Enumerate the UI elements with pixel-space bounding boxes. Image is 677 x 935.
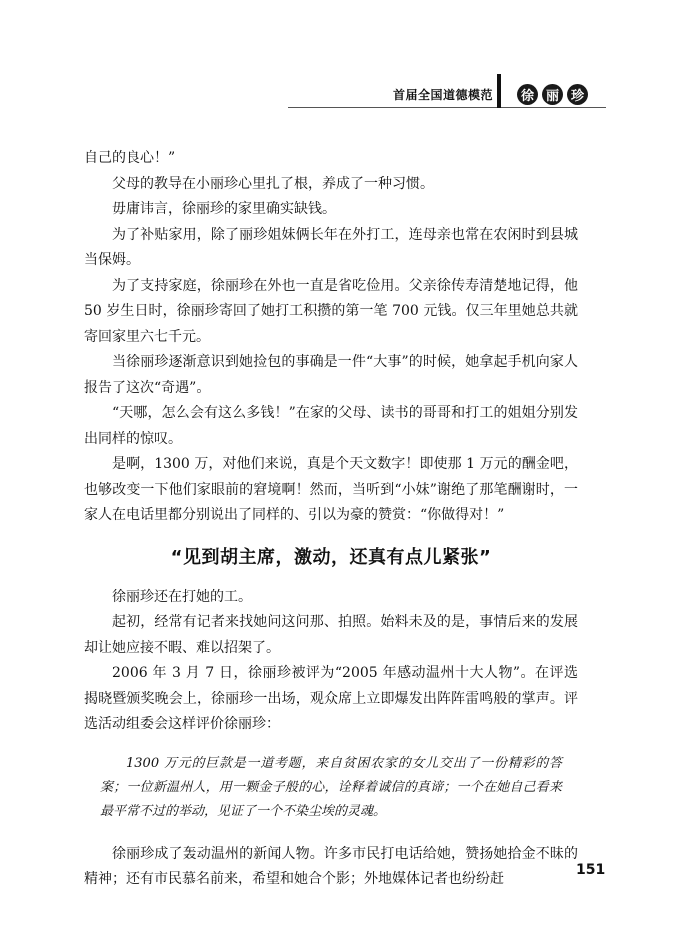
chapter-name-badges bbox=[517, 84, 588, 105]
book-series-title: 首届全国道德模范 bbox=[392, 88, 493, 102]
paragraph: 徐丽珍还在打她的工。 bbox=[112, 588, 252, 605]
page-body bbox=[84, 146, 578, 893]
paragraph: 徐丽珍成了轰动温州的新闻人物。许多市民打电话给她，赞扬她拾金不昧的精神；还有市民慕名前来，希望和她合个影；外地媒体记者也纷纷赶 bbox=[84, 845, 578, 887]
name-badge-2: 丽 bbox=[542, 84, 563, 105]
paragraph: “天哪，怎么会有这么多钱！”在家的父母、读书的哥哥和打工的姐姐分别发出同样的惊叹。 bbox=[84, 405, 578, 447]
paragraph: 当徐丽珍逐渐意识到她捡包的事确是一件“大事”的时候，她拿起手机向家人报告了这次“奇遇”。 bbox=[84, 354, 578, 396]
header-divider bbox=[497, 74, 501, 108]
paragraph: 自己的良心！” bbox=[84, 150, 176, 166]
page-number: 151 bbox=[576, 862, 606, 878]
name-badge-3: 珍 bbox=[567, 84, 588, 105]
header-rule bbox=[288, 107, 606, 108]
block-quote: 1300 万元的巨款是一道考题，来自贫困农家的女儿交出了一份精彩的答案；一位新温州人，用一颗金子般的心，诠释着诚信的真谛；一个在她自己看来最平常不过的举动，见证了一个不染尘埃的灵魂。 bbox=[100, 755, 562, 819]
section-heading: “见到胡主席，激动，还真有点儿紧张” bbox=[170, 546, 492, 568]
paragraph: 父母的教导在小丽珍心里扎了根，养成了一种习惯。 bbox=[112, 175, 434, 192]
paragraph: 2006 年 3 月 7 日，徐丽珍被评为“2005 年感动温州十大人物”。在评选揭晓暨颁奖晚会上，徐丽珍一出场，观众席上立即爆发出阵阵雷鸣般的掌声。评选活动组委会这样评价徐丽珍： bbox=[84, 665, 578, 732]
paragraph: 为了补贴家用，除了丽珍姐妹俩长年在外打工，连母亲也常在农闲时到县城当保姆。 bbox=[84, 226, 578, 268]
name-badge-1: 徐 bbox=[517, 84, 538, 105]
paragraph: 是啊，1300 万，对他们来说，真是个天文数字！即使那 1 万元的酬金吧，也够改变一下他们家眼前的窘境啊！然而，当听到“小妹”谢绝了那笔酬谢时，一家人在电话里都分别说出了同样的、引以为豪的赞赏：“你做得对！” bbox=[84, 456, 578, 523]
paragraph: 起初，经常有记者来找她问这问那、拍照。始料未及的是，事情后来的发展却让她应接不暇、难以招架了。 bbox=[84, 614, 578, 656]
paragraph: 为了支持家庭，徐丽珍在外也一直是省吃俭用。父亲徐传寿清楚地记得，他 50 岁生日时，徐丽珍寄回了她打工积攒的第一笔 700 元钱。仅三年里她总共就寄回家里六七千元。 bbox=[84, 277, 578, 345]
paragraph: 毋庸讳言，徐丽珍的家里确实缺钱。 bbox=[112, 201, 336, 217]
running-header bbox=[0, 0, 677, 120]
